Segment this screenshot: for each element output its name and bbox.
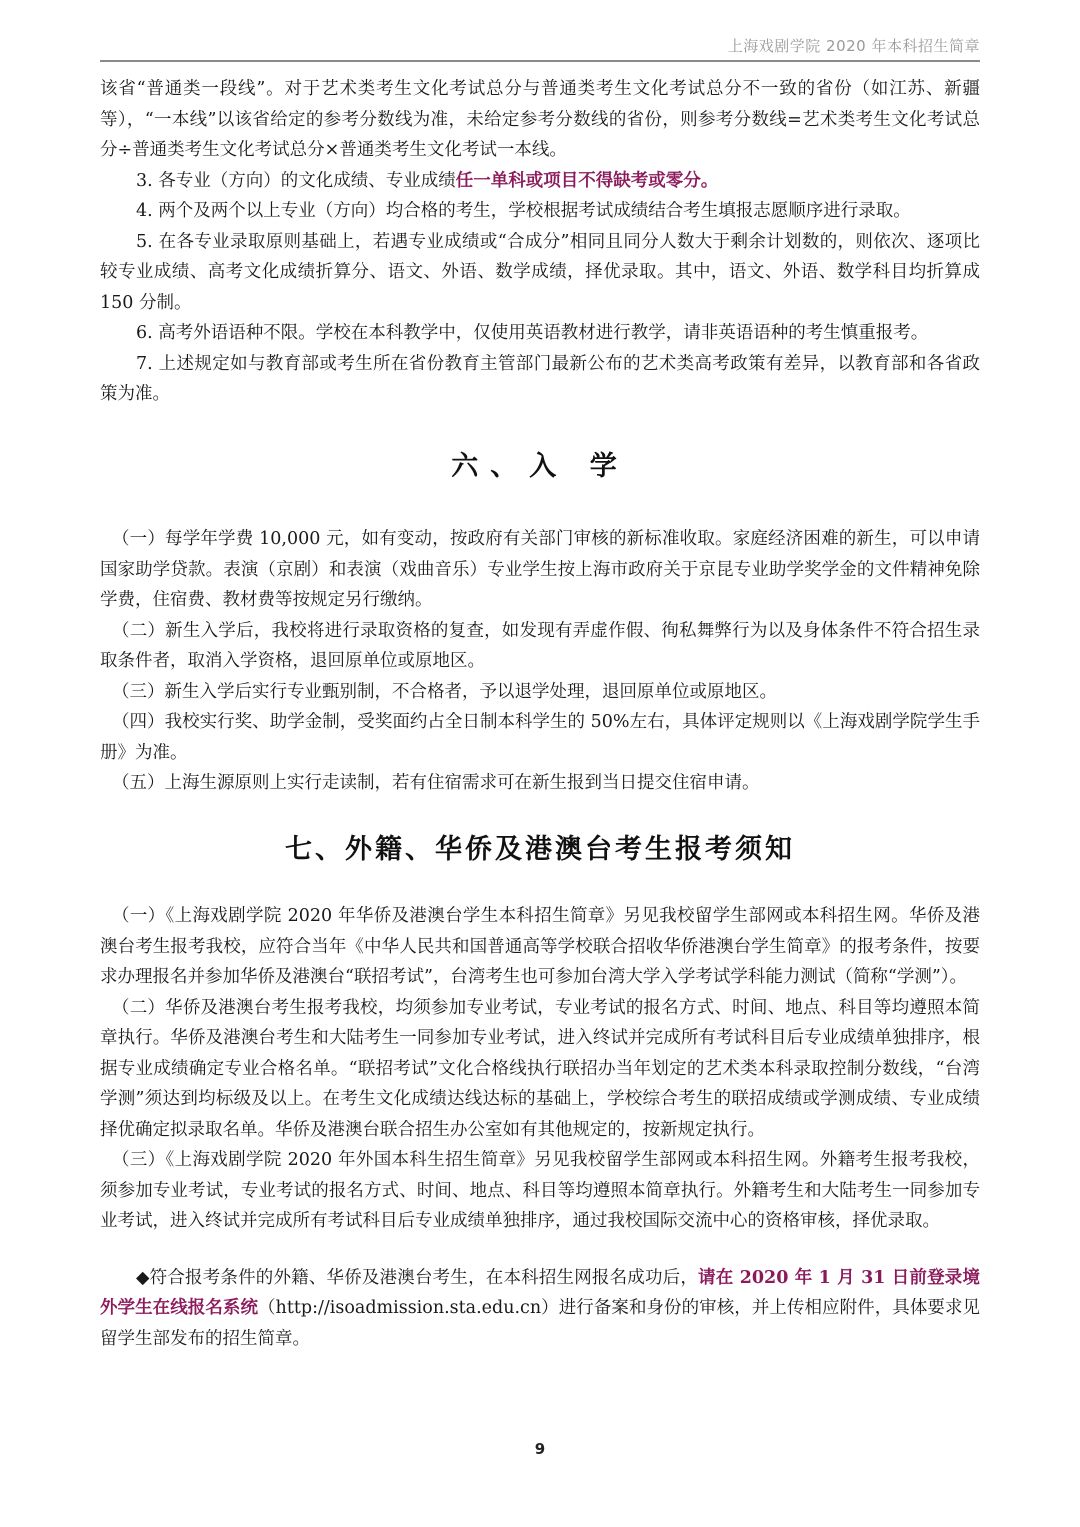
rule-3-highlight: 任一单科或项目不得缺考或零分。: [455, 170, 719, 191]
note-text-start: ◆符合报考条件的外籍、华侨及港澳台考生，在本科招生网报名成功后，: [136, 1267, 699, 1288]
note-highlight: 请在 2020 年 1 月 31 日前登录境外学生在线报名系统: [100, 1267, 980, 1318]
section-6-item: （一）每学年学费 10,000 元，如有变动，按政府有关部门审核的新标准收取。家庭经济困难的新生，可以申请国家助学贷款。表演（京剧）和表演（戏曲音乐）专业学生按上海市政府关于京昆专业助学奖学金的文件精神免除学费，住宿费、教材费等按规定另行缴纳。: [100, 529, 980, 610]
rule-5: 5. 在各专业录取原则基础上，若遇专业成绩或“合成分”相同且同分人数大于剩余计划数的，则依次、逐项比较专业成绩、高考文化成绩折算分、语文、外语、数学成绩，择优录取。其中，语文、外语、数学科目均折算成 150 分制。: [100, 231, 980, 313]
section-7-title: 七、外籍、华侨及港澳台考生报考须知: [285, 833, 795, 865]
section-7-item: （一）《上海戏剧学院 2020 年华侨及港澳台学生本科招生简章》另见我校留学生部网或本科招生网。华侨及港澳台考生报考我校，应符合当年《中华人民共和国普通高等学校联合招收华侨港澳台学生简章》的报考条件，按要求办理报名并参加华侨及港澳台“联招考试”，台湾考生也可参加台湾大学入学考试学科能力测试（简称“学测”）。: [100, 906, 980, 987]
section-6-item: （五）上海生源原则上实行走读制，若有住宿需求可在新生报到当日提交住宿申请。: [112, 773, 760, 793]
section-7-item: （三）《上海戏剧学院 2020 年外国本科生招生简章》另见我校留学生部网或本科招生网。外籍考生报考我校，须参加专业考试，专业考试的报名方式、时间、地点、科目等均遵照本简章执行。外籍考生和大陆考生一同参加专业考试，进入终试并完成所有考试科目后专业成绩单独排序，通过我校国际交流中心的资格审核，择优录取。: [100, 1150, 980, 1231]
section-7-item: （二）华侨及港澳台考生报考我校，均须参加专业考试，专业考试的报名方式、时间、地点、科目等均遵照本简章执行。华侨及港澳台考生和大陆考生一同参加专业考试，进入终试并完成所有考试科目后专业成绩单独排序，根据专业成绩确定专业合格名单。“联招考试”文化合格线执行联招办当年划定的艺术类本科录取控制分数线，“台湾学测”须达到均标级及以上。在考生文化成绩达线达标的基础上，学校综合考生的联招成绩或学测成绩、专业成绩择优确定拟录取名单。华侨及港澳台联合招生办公室如有其他规定的，按新规定执行。: [100, 997, 980, 1140]
spacer: [100, 1237, 980, 1263]
rule-3: [100, 166, 980, 197]
section-6-item: （三）新生入学后实行专业甄别制，不合格者，予以退学处理，退回原单位或原地区。: [112, 681, 777, 702]
section-6-item: （二）新生入学后，我校将进行录取资格的复查，如发现有弄虚作假、徇私舞弊行为以及身体条件不符合招生录取条件者，取消入学资格，退回原单位或原地区。: [100, 620, 980, 671]
note-text-end: （http://isoadmission.sta.edu.cn）进行备案和身份的审核，并上传相应附件，具体要求见留学生部发布的招生简章。: [100, 1298, 980, 1349]
document-body: [100, 74, 980, 1354]
rule-6: 6. 高考外语语种不限。学校在本科教学中，仅使用英语教材进行教学，请非英语语种的考生慎重报考。: [136, 323, 929, 343]
page-number: 9: [534, 1440, 546, 1458]
intro-paragraph-1: 该省“普通类一段线”。对于艺术类考生文化考试总分与普通类考生文化考试总分不一致的省份（如江苏、新疆等），“一本线”以该省给定的参考分数线为准，未给定参考分数线的省份，则参考分数线=艺术类考生文化考试总分÷普通类考生文化考试总分×普通类考生文化考试一本线。: [100, 79, 980, 160]
rule-4: 4. 两个及两个以上专业（方向）均合格的考生，学校根据考试成绩结合考生填报志愿顺序进行录取。: [136, 201, 911, 221]
header-title: 上海戏剧学院 2020 年本科招生简章: [727, 37, 980, 55]
page-header: [100, 28, 980, 62]
rule-3-text: 3. 各专业（方向）的文化成绩、专业成绩: [136, 170, 456, 191]
section-6-title: 六、入 学: [451, 450, 629, 482]
rule-7: 7. 上述规定如与教育部或考生所在省份教育主管部门最新公布的艺术类高考政策有差异，以教育部和各省政策为准。: [100, 353, 980, 404]
section-6-item: （四）我校实行奖、助学金制，受奖面约占全日制本科学生的 50%左右，具体评定规则以《上海戏剧学院学生手册》为准。: [100, 712, 980, 763]
registration-note: [100, 1263, 980, 1355]
